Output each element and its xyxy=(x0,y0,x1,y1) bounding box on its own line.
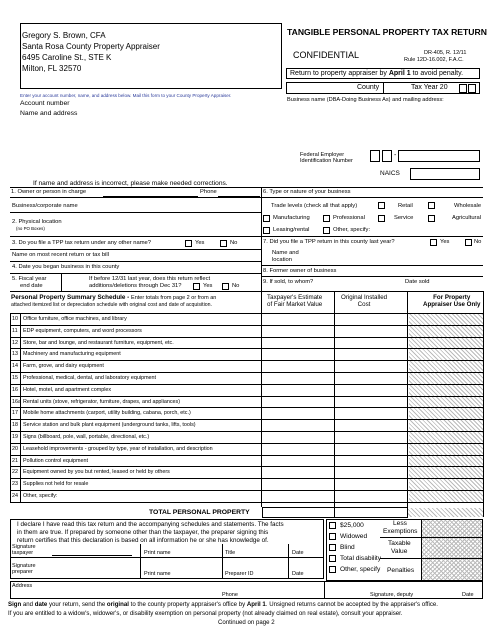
original-cost-cell[interactable] xyxy=(335,397,408,409)
summary-row-label: Rental units (stove, refrigerator, furniture, drapes, and appliances) xyxy=(23,398,181,405)
q7-yes-checkbox[interactable] xyxy=(430,239,437,246)
q5-yes-label: Yes xyxy=(203,283,213,289)
summary-row-divider xyxy=(20,349,21,361)
name-address-label: Name and address xyxy=(20,110,78,117)
q7-no-checkbox[interactable] xyxy=(465,239,472,246)
taxpayer-estimate-cell[interactable] xyxy=(262,491,335,503)
summary-row-divider xyxy=(20,338,21,350)
service-checkbox[interactable] xyxy=(378,215,385,222)
q5-fiscal-year: 5. Fiscal year xyxy=(12,276,47,282)
appraiser-use-cell xyxy=(409,361,483,372)
q3-yes-label: Yes xyxy=(195,240,205,246)
summary-row-divider xyxy=(20,385,21,397)
summary-title xyxy=(11,294,216,301)
col-appraiser-use: For Property Appraiser Use Only xyxy=(423,294,481,309)
taxpayer-estimate-cell[interactable] xyxy=(262,456,335,468)
summary-row-divider xyxy=(20,373,21,385)
leasing-checkbox[interactable] xyxy=(263,227,270,234)
naics-label: NAICS xyxy=(380,170,400,177)
wholesale-label: Wholesale xyxy=(454,203,482,209)
summary-row-number: 22 xyxy=(12,469,18,476)
summary-row xyxy=(10,491,483,503)
date-label-3: Date xyxy=(462,592,474,598)
appraiser-use-cell xyxy=(409,397,483,408)
phone-label: Phone xyxy=(200,189,217,195)
summary-row xyxy=(10,444,483,456)
summary-row-number: 14 xyxy=(12,363,18,370)
taxpayer-estimate-cell[interactable] xyxy=(262,338,335,350)
summary-row-label: EDP equipment, computers, and word processors xyxy=(23,327,142,334)
footer-line-2: If you are entitled to a widow's, widower's, or disability exemption on personal property (not already claimed on real estate), consult your appraiser. xyxy=(8,610,403,617)
taxpayer-estimate-cell[interactable] xyxy=(262,432,335,444)
exemptions-label: Exemptions xyxy=(383,528,418,535)
name-location-label: Name and location xyxy=(272,250,299,263)
summary-row-label: Office furniture, office machines, and library xyxy=(23,316,127,322)
original-cost-cell[interactable] xyxy=(335,385,408,397)
print-name-label-1: Print name xyxy=(144,550,171,556)
appraiser-use-cell xyxy=(409,338,483,349)
summary-row-label: Service station and bulk plant equipment (underground tanks, lifts, tools) xyxy=(23,422,196,429)
footer-send: your return, send the xyxy=(47,601,107,608)
original-cost-cell[interactable] xyxy=(335,491,408,503)
other-specify-label: Other, specify: xyxy=(333,227,371,233)
signature-deputy-label: Signature, deputy xyxy=(370,592,414,598)
summary-row-label: Signs (billboard, pole, wall, portable, directional, etc.) xyxy=(23,434,150,440)
q3-other-name: 3. Do you file a TPP tax return under any other name? xyxy=(12,240,151,246)
agricultural-checkbox[interactable] xyxy=(428,215,435,222)
summary-row-number: 11 xyxy=(12,327,18,334)
fein-dash: - xyxy=(394,152,397,159)
title-label: Title xyxy=(225,550,236,556)
appraiser-use-cell xyxy=(409,314,483,325)
q5-additions-deletions: additions/deletions through Dec 31? xyxy=(89,283,182,289)
footer-april: April 1 xyxy=(246,601,266,608)
total-taxpayer-estimate[interactable] xyxy=(262,507,335,518)
summary-row xyxy=(10,373,483,385)
summary-title-note: Enter totals from page 2 or from an xyxy=(131,295,217,301)
appraiser-use-cell xyxy=(409,349,483,360)
county-label: County xyxy=(357,84,380,91)
summary-row-label: Mobile home attachments (carport, utility building, cabana, porch, etc.) xyxy=(23,410,191,417)
summary-row xyxy=(10,326,483,338)
summary-row-number: 10 xyxy=(12,316,18,322)
service-label: Service xyxy=(394,215,414,221)
q5-no-label: No xyxy=(232,283,240,289)
phone-label-2: Phone xyxy=(222,592,238,598)
summary-row xyxy=(10,338,483,350)
summary-row-number: 17 xyxy=(12,410,18,417)
signature-preparer-label: Signature preparer xyxy=(12,563,36,576)
penalties-label: Penalties xyxy=(387,567,415,574)
summary-row xyxy=(10,385,483,397)
blind-checkbox[interactable] xyxy=(329,544,336,551)
appraiser-use-cell xyxy=(409,385,483,396)
total-disability-checkbox[interactable] xyxy=(329,555,336,562)
q5-if-before: If before 12/31 last year, does this return reflect xyxy=(89,276,211,282)
taxable-label: Taxable xyxy=(388,540,411,547)
q8-former-owner: 8. Former owner of business xyxy=(263,268,337,274)
summary-row-divider xyxy=(20,479,21,491)
summary-row-divider xyxy=(20,314,21,326)
original-cost-cell[interactable] xyxy=(335,349,408,361)
form-number: DR-405, R. 12/11 xyxy=(424,50,467,56)
q2-no-po-boxes: (no PO Boxes) xyxy=(16,226,45,231)
return-notice-post: to avoid penalty. xyxy=(410,70,464,77)
appraiser-use-cell xyxy=(409,420,483,431)
total-original-cost[interactable] xyxy=(334,507,408,518)
manufacturing-label: Manufacturing xyxy=(273,215,310,221)
q7-filed-last-year: 7. Did you file a TPP return in this county last year? xyxy=(263,239,395,245)
q3-no-label: No xyxy=(230,240,238,246)
less-label: Less xyxy=(393,520,407,527)
date-label-2: Date xyxy=(292,571,304,577)
taxpayer-estimate-cell[interactable] xyxy=(262,420,335,432)
summary-row-label: Other, specify: xyxy=(23,493,58,499)
form-title: TANGIBLE PERSONAL PROPERTY TAX RETURN xyxy=(287,27,487,37)
other-exemption-checkbox[interactable] xyxy=(329,566,336,573)
appraiser-use-cell xyxy=(409,456,483,467)
retail-checkbox[interactable] xyxy=(378,202,385,209)
footer-date: date xyxy=(34,601,48,608)
appraiser-use-cell xyxy=(409,408,483,419)
summary-row-number: 12 xyxy=(12,339,18,346)
q1-owner: 1. Owner or person in charge xyxy=(11,189,87,195)
summary-row-divider xyxy=(20,432,21,444)
form-rule: Rule 12D-16.002, F.A.C. xyxy=(404,57,464,63)
taxpayer-estimate-cell[interactable] xyxy=(262,361,335,373)
preparer-id-label: Preparer ID xyxy=(225,571,254,577)
return-notice-pre: Return to property appraiser by xyxy=(290,70,389,77)
summary-column-divider xyxy=(261,291,262,507)
taxpayer-estimate-cell[interactable] xyxy=(262,408,335,420)
summary-row-number: 19 xyxy=(12,434,18,440)
summary-row xyxy=(10,397,483,409)
summary-row xyxy=(10,408,483,420)
q5-yes-checkbox[interactable] xyxy=(193,283,200,290)
summary-row-number: 18 xyxy=(12,422,18,429)
trade-levels-label: Trade levels (check all that apply) xyxy=(271,203,358,209)
q4-date-began: 4. Date you began business in this county xyxy=(12,264,120,270)
footer-unsigned: . Unsigned returns cannot be accepted by the appraiser's office. xyxy=(265,601,438,608)
taxpayer-estimate-cell[interactable] xyxy=(262,479,335,491)
incorrect-note: If name and address is incorrect, please make needed corrections. xyxy=(33,180,228,187)
retail-label: Retail xyxy=(398,203,413,209)
original-cost-cell[interactable] xyxy=(335,338,408,350)
taxpayer-estimate-cell[interactable] xyxy=(262,385,335,397)
federal-id-label: Federal Employer Identification Number xyxy=(300,152,353,165)
other-checkbox[interactable] xyxy=(323,227,330,234)
taxpayer-estimate-cell[interactable] xyxy=(262,349,335,361)
address-label: Address xyxy=(12,583,33,589)
q9-sold-to: 9. If sold, to whom? xyxy=(263,279,314,285)
taxpayer-estimate-cell[interactable] xyxy=(262,373,335,385)
manufacturing-checkbox[interactable] xyxy=(263,215,270,222)
q6-business-type: 6. Type or nature of your business xyxy=(263,189,351,195)
summary-row-label: Machinery and manufacturing equipment xyxy=(23,351,121,358)
footer-sign: Sign xyxy=(8,601,22,608)
summary-row xyxy=(10,349,483,361)
exemptions-hatch xyxy=(421,520,482,580)
print-name-label-2: Print name xyxy=(144,571,171,577)
footer-and: and xyxy=(21,601,35,608)
q3-name-on-return: Name on most recent return or tax bill xyxy=(12,252,109,258)
summary-row-divider xyxy=(20,467,21,479)
summary-row-number: 20 xyxy=(12,445,18,452)
original-cost-cell[interactable] xyxy=(335,408,408,420)
business-corporate-name: Business/corporate name xyxy=(12,203,78,209)
value-label: Value xyxy=(391,548,408,555)
summary-row-number: 16a xyxy=(12,398,21,405)
confidential-label: CONFIDENTIAL xyxy=(293,50,360,60)
exemption-25000-checkbox[interactable] xyxy=(329,522,336,529)
summary-title-bold: Personal Property Summary Schedule - xyxy=(11,294,132,301)
summary-row-number: 13 xyxy=(12,351,18,358)
summary-row-divider xyxy=(20,397,21,409)
return-notice xyxy=(286,68,480,79)
appraiser-name: Gregory S. Brown, CFA xyxy=(22,31,106,40)
original-cost-cell[interactable] xyxy=(335,420,408,432)
total-appraiser-use xyxy=(408,508,483,517)
summary-row-divider xyxy=(20,361,21,373)
appraiser-use-cell xyxy=(409,444,483,455)
summary-row-label: Pollution control equipment xyxy=(23,457,89,464)
account-number-label: Account number xyxy=(20,100,70,107)
widowed-label: Widowed xyxy=(340,533,368,540)
appraiser-street: 6495 Caroline St., STE K xyxy=(22,53,112,62)
business-name-hint: Business name (DBA-Doing Business As) and mailing address: xyxy=(287,97,444,103)
wholesale-checkbox[interactable] xyxy=(428,202,435,209)
summary-row-divider xyxy=(20,444,21,456)
footer-to-office: to the county property appraiser's office by xyxy=(128,601,247,608)
total-disability-label: Total disability xyxy=(340,555,382,562)
summary-row xyxy=(10,467,483,479)
summary-row-label: Professional, medical, dental, and laboratory equipment xyxy=(23,375,157,381)
summary-row-divider xyxy=(20,491,21,503)
q2-physical-location: 2. Physical location xyxy=(12,219,62,225)
footer-continued: Continued on page 2 xyxy=(218,619,275,626)
summary-row-divider xyxy=(20,408,21,420)
summary-row-label: Hotel, motel, and apartment complex xyxy=(23,386,112,393)
summary-row xyxy=(10,432,483,444)
agricultural-label: Agricultural xyxy=(452,215,481,221)
summary-row-label: Supplies not held for resale xyxy=(23,481,89,488)
q3-yes-checkbox[interactable] xyxy=(185,240,192,247)
signature-taxpayer-label: Signature taxpayer xyxy=(12,544,36,557)
summary-row-divider xyxy=(20,456,21,468)
original-cost-cell[interactable] xyxy=(335,326,408,338)
summary-row-number: 15 xyxy=(12,375,18,381)
summary-row-number: 24 xyxy=(12,493,18,499)
date-label-1: Date xyxy=(292,550,304,556)
summary-row-number: 16 xyxy=(12,386,18,393)
enter-account-hint: Enter your account number, name, and address below. Mail this form to your County Property Appraiser. xyxy=(20,93,232,98)
col-taxpayer-estimate: Taxpayer's Estimate of Fair Market Value xyxy=(267,294,323,309)
q7-no-label: No xyxy=(474,239,482,245)
summary-row-label: Farm, grove, and dairy equipment xyxy=(23,363,104,370)
declaration-line-1: I declare I have read this tax return and the accompanying schedules and statements. The facts xyxy=(17,521,284,528)
summary-row-label: Equipment owned by you but rented, leased or held by others xyxy=(23,469,170,476)
summary-row-label: Leasehold improvements - grouped by type, year of installation, and description xyxy=(23,445,213,452)
appraiser-use-cell xyxy=(409,373,483,384)
appraiser-use-cell xyxy=(409,432,483,443)
appraiser-city: Milton, FL 32570 xyxy=(22,64,82,73)
tax-year-digit-1[interactable] xyxy=(459,84,467,93)
widowed-checkbox[interactable] xyxy=(329,533,336,540)
footer-original: original xyxy=(106,601,129,608)
declaration-line-2: in them are true. If prepared by someone other than the taxpayer, the preparer signing this xyxy=(17,529,269,536)
taxpayer-estimate-cell[interactable] xyxy=(262,326,335,338)
declaration-line-3: return certifies that this declaration is based on all information he or she has knowledge of. xyxy=(17,537,269,544)
summary-row-label: Store, bar and lounge, and restaurant furniture, equipment, etc. xyxy=(23,339,174,346)
total-personal-property: TOTAL PERSONAL PROPERTY xyxy=(149,509,250,516)
naics-box[interactable] xyxy=(410,168,480,180)
appraiser-use-cell xyxy=(409,491,483,502)
taxpayer-estimate-cell[interactable] xyxy=(262,314,335,326)
original-cost-cell[interactable] xyxy=(335,314,408,326)
q5-no-checkbox[interactable] xyxy=(222,283,229,290)
appraiser-use-cell xyxy=(409,326,483,337)
professional-label: Professional xyxy=(333,215,365,221)
q5-end-date: end date xyxy=(20,283,43,289)
taxpayer-estimate-cell[interactable] xyxy=(262,467,335,479)
appraiser-use-cell xyxy=(409,467,483,478)
appraiser-title: Santa Rosa County Property Appraiser xyxy=(22,42,160,51)
fein-box-1[interactable] xyxy=(370,150,380,162)
summary-row xyxy=(10,456,483,468)
original-cost-cell[interactable] xyxy=(335,444,408,456)
summary-row-number: 23 xyxy=(12,481,18,488)
professional-checkbox[interactable] xyxy=(323,215,330,222)
summary-row xyxy=(10,314,483,326)
exemption-25000-label: $25,000 xyxy=(340,522,364,529)
taxpayer-estimate-cell[interactable] xyxy=(262,444,335,456)
blind-label: Blind xyxy=(340,544,355,551)
q3-no-checkbox[interactable] xyxy=(220,240,227,247)
col-original-cost: Original Installed Cost xyxy=(341,294,388,309)
date-sold-label: Date sold xyxy=(405,279,430,285)
summary-row-number: 21 xyxy=(12,457,18,464)
summary-row xyxy=(10,420,483,432)
tax-year-digit-2[interactable] xyxy=(468,84,476,93)
footer-line-1 xyxy=(8,601,438,608)
fein-rest[interactable] xyxy=(398,150,480,162)
original-cost-cell[interactable] xyxy=(335,432,408,444)
other-exemption-label: Other, specify xyxy=(340,566,381,573)
taxpayer-estimate-cell[interactable] xyxy=(262,397,335,409)
summary-row-divider xyxy=(20,326,21,338)
fein-box-2[interactable] xyxy=(382,150,392,162)
original-cost-cell[interactable] xyxy=(335,361,408,373)
leasing-label: Leasing/rental xyxy=(273,227,310,233)
summary-row-divider xyxy=(20,420,21,432)
original-cost-cell[interactable] xyxy=(335,467,408,479)
tax-year-label: Tax Year 20 xyxy=(411,84,448,91)
return-notice-date: April 1 xyxy=(388,70,411,77)
summary-row xyxy=(10,479,483,491)
summary-subtitle: attached itemized list or depreciation schedule with original cost and date of acquisition. xyxy=(11,302,212,308)
summary-row xyxy=(10,361,483,373)
appraiser-use-cell xyxy=(409,479,483,490)
q7-yes-label: Yes xyxy=(440,239,450,245)
original-cost-cell[interactable] xyxy=(335,456,408,468)
original-cost-cell[interactable] xyxy=(335,373,408,385)
original-cost-cell[interactable] xyxy=(335,479,408,491)
